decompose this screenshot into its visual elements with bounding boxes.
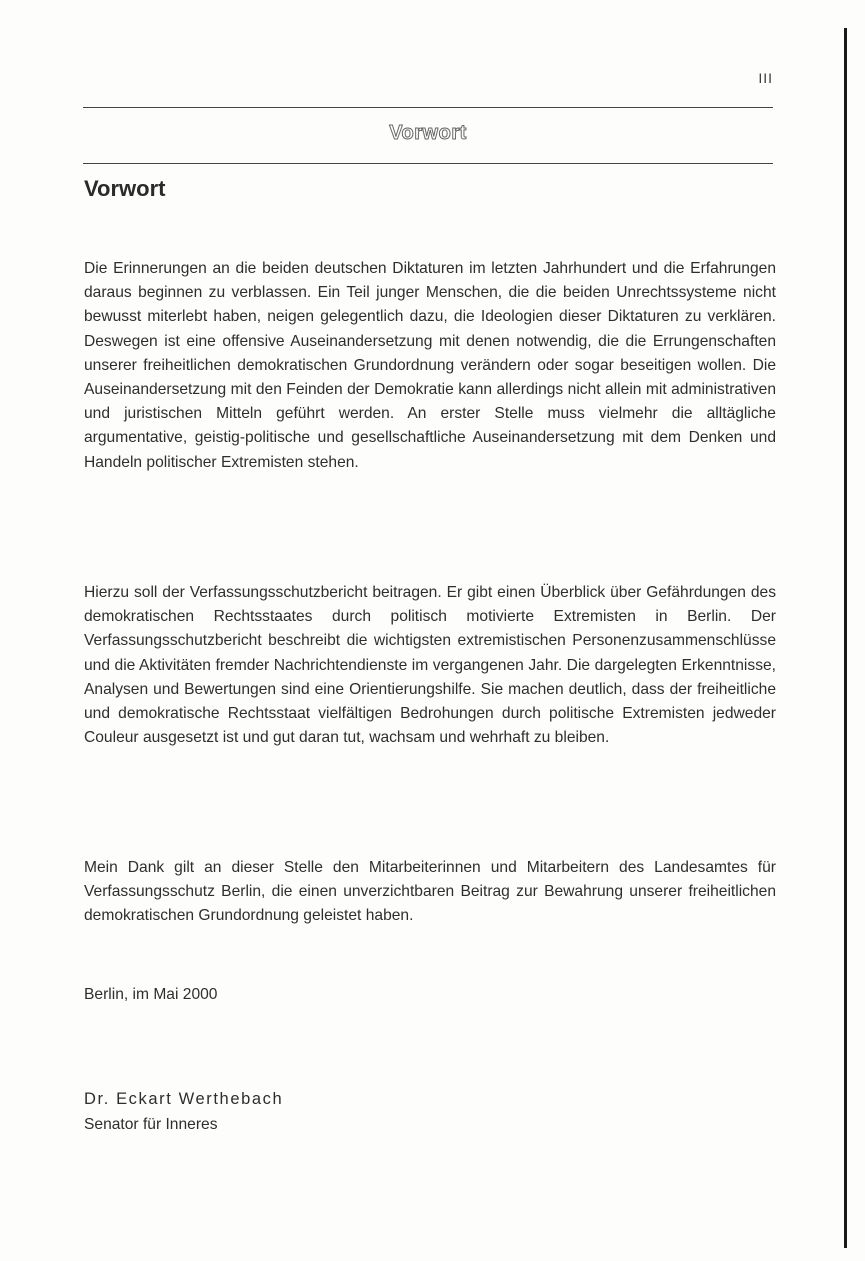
- header-rule-bottom: [83, 163, 773, 164]
- signatory-name: Dr. Eckart Werthebach: [84, 1090, 284, 1108]
- page-title: Vorwort: [84, 176, 166, 201]
- page-number: III: [758, 70, 773, 86]
- place-and-date: Berlin, im Mai 2000: [84, 986, 218, 1003]
- header-rule-top: [83, 107, 773, 108]
- running-head-title: Vorwort: [389, 122, 467, 144]
- paragraph-2: Hierzu soll der Verfassungsschutzbericht beitragen. Er gibt einen Überblick über Gefährdungen des demokratischen Rechtsstaates durch politisch motivierte Extremisten in Berlin. Der Verfassungsschutzbericht beschreibt die wichtigsten extremistischen Personenzusammenschlüsse und die Aktivitäten fremder Nachrichtendienste im vergangenen Jahr. Die dargelegten Erkenntnisse, Analysen und Bewertungen sind eine Orientierungshilfe. Sie machen deutlich, dass der freiheitliche und demokratische Rechtsstaat vielfältigen Bedrohungen durch politische Extremisten jedweder Couleur ausgesetzt ist und gut daran tut, wachsam und wehrhaft zu bleiben.: [84, 584, 776, 747]
- paragraph-3: Mein Dank gilt an dieser Stelle den Mitarbeiterinnen und Mitarbeitern des Landesamtes für Verfassungsschutz Berlin, die einen unverzichtbaren Beitrag zur Bewahrung unserer freiheitlichen demokratischen Grundordnung geleistet haben.: [84, 859, 776, 925]
- signatory-role: Senator für Inneres: [84, 1116, 218, 1133]
- paragraph-1: Die Erinnerungen an die beiden deutschen Diktaturen im letzten Jahrhundert und die Erfahrungen daraus beginnen zu verblassen. Ein Teil junger Menschen, die die beiden Unrechtssysteme nicht bewusst miterlebt haben, neigen gelegentlich dazu, die Ideologien dieser Diktaturen zu verklären. Deswegen ist eine offensive Auseinandersetzung mit denen notwendig, die die Errungenschaften unserer freiheitlichen demokratischen Grundordnung verändern oder sogar beseitigen wollen. Die Auseinandersetzung mit den Feinden der Demokratie kann allerdings nicht allein mit administrativen und juristischen Mitteln geführt werden. An erster Stelle muss vielmehr die alltägliche argumentative, geistig-politische und gesellschaftliche Auseinandersetzung mit dem Denken und Handeln politischer Extremisten stehen.: [84, 260, 776, 471]
- page-edge-shadow: [844, 28, 847, 1248]
